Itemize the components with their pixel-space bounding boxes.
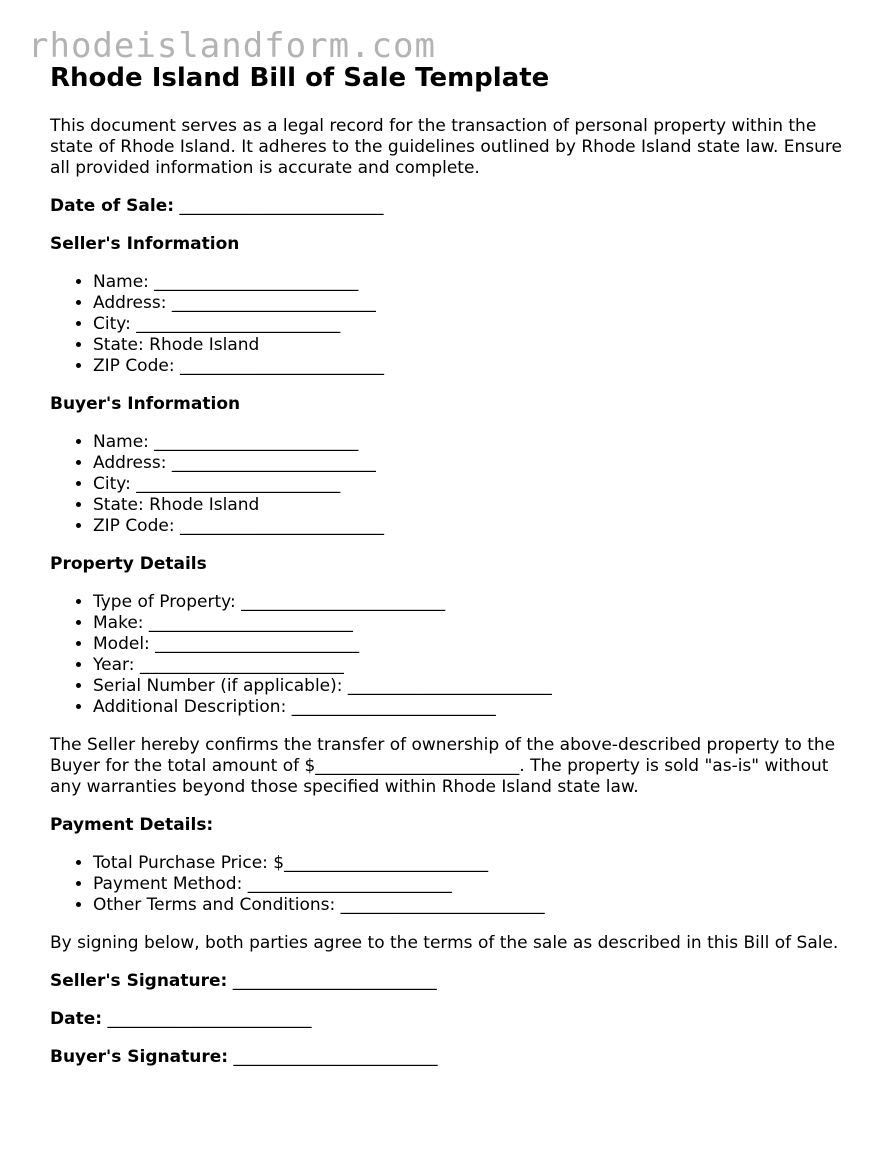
bill-of-sale-document [50,60,860,1068]
seller-info-heading: Seller's Information [50,234,240,254]
buyer-signature-blank: ________________________ [233,1047,438,1067]
payment-details-list [50,853,860,916]
buyer-signature-field [50,1047,860,1068]
seller-name-item: • Name: ________________________ [93,272,860,293]
property-year-item: • Year: ________________________ [93,655,860,676]
seller-address-item: • Address: ________________________ [93,293,860,314]
signature-date-label: Date: [50,1009,103,1029]
intro-paragraph: This document serves as a legal record for the transaction of personal property within the state of Rhode Island. It adheres to the guidelines outlined by Rhode Island state law. Ensure all provided information is accurate and complete. [50,116,842,178]
property-make-item: • Make: ________________________ [93,613,860,634]
agreement-statement: By signing below, both parties agree to the terms of the sale as described in this Bill of Sale. [50,933,839,953]
seller-signature-field [50,971,860,992]
page-title: Rhode Island Bill of Sale Template [50,63,550,93]
payment-method-item: • Payment Method: ________________________ [93,874,860,895]
buyer-info-heading: Buyer's Information [50,394,241,414]
date-of-sale-label: Date of Sale: [50,196,175,216]
seller-signature-label: Seller's Signature: [50,971,228,991]
property-model-item: • Model: ________________________ [93,634,860,655]
property-type-item: • Type of Property: ________________________ [93,592,860,613]
seller-zip-item: • ZIP Code: ________________________ [93,356,860,377]
date-of-sale-field [50,196,860,217]
buyer-signature-label: Buyer's Signature: [50,1047,229,1067]
buyer-state-item: • State: Rhode Island [93,495,860,516]
buyer-address-item: • Address: ________________________ [93,453,860,474]
seller-state-item: • State: Rhode Island [93,335,860,356]
property-details-heading: Property Details [50,554,207,574]
signature-date-blank: ________________________ [107,1009,312,1029]
transfer-statement: The Seller hereby confirms the transfer of ownership of the above-described property to the Buyer for the total amount of $________________________. The property is sold "as-is" without any warranties beyond those specified within Rhode Island state law. [50,735,836,797]
seller-info-list [50,272,860,377]
property-description-item: • Additional Description: ________________________ [93,697,860,718]
buyer-zip-item: • ZIP Code: ________________________ [93,516,860,537]
other-terms-item: • Other Terms and Conditions: ________________________ [93,895,860,916]
buyer-info-list [50,432,860,537]
buyer-name-item: • Name: ________________________ [93,432,860,453]
property-details-list [50,592,860,718]
signature-date-field [50,1009,860,1030]
seller-city-item: • City: ________________________ [93,314,860,335]
date-of-sale-blank: ________________________ [179,196,384,216]
payment-details-heading: Payment Details: [50,815,214,835]
total-price-item: • Total Purchase Price: $________________________ [93,853,860,874]
buyer-city-item: • City: ________________________ [93,474,860,495]
property-serial-item: • Serial Number (if applicable): ________________________ [93,676,860,697]
site-watermark: rhodeislandform.com [28,26,436,66]
seller-signature-blank: ________________________ [232,971,437,991]
